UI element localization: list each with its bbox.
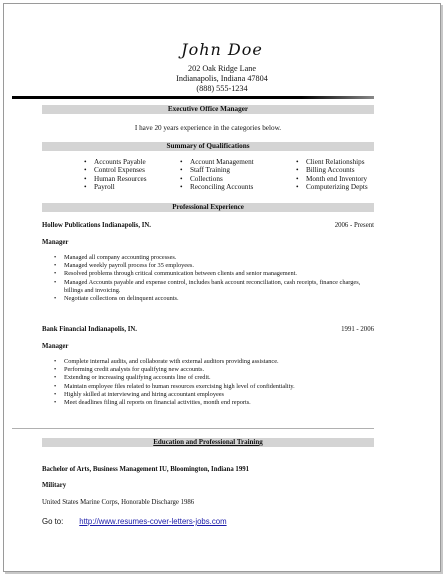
education-heading bbox=[42, 438, 374, 447]
header-divider bbox=[12, 96, 374, 99]
job-role: Manager bbox=[42, 239, 69, 246]
qualification-item: • Staff Training bbox=[180, 166, 254, 174]
job-duty: • Extending or increasing qualifying accounts line of credit. bbox=[54, 374, 374, 382]
objective-summary: I have 20 years experience in the categories below. bbox=[134, 124, 282, 132]
job-duties-list bbox=[54, 254, 374, 303]
qualification-item: • Collections bbox=[180, 175, 254, 183]
job-employer: Bank Financial Indianapolis, IN. bbox=[42, 326, 138, 333]
job-duty: • Performing credit analysts for qualifying new accounts. bbox=[54, 366, 374, 374]
qualification-item: • Payroll bbox=[84, 183, 147, 191]
website-link[interactable]: http://www.resumes-cover-letters-jobs.com bbox=[79, 517, 227, 526]
section-divider bbox=[12, 428, 374, 429]
qualification-item: • Billing Accounts bbox=[296, 166, 368, 174]
job-role: Manager bbox=[42, 343, 69, 350]
job-duty: • Resolved problems through critical communication between clients and senior management. bbox=[54, 270, 374, 278]
job-duties-list bbox=[54, 358, 374, 407]
military-label: Military bbox=[42, 482, 67, 489]
qualification-item: • Client Relationships bbox=[296, 158, 368, 166]
objective-title: Executive Office Manager bbox=[42, 105, 374, 114]
military-detail: United States Marine Corps, Honorable Discharge 1986 bbox=[42, 499, 195, 506]
qualification-item: • Accounts Payable bbox=[84, 158, 147, 166]
job-dates: 1991 - 2006 bbox=[341, 326, 374, 333]
footer-goto bbox=[42, 517, 227, 526]
address-line-2: Indianapolis, Indiana 47804 bbox=[176, 74, 268, 83]
job-duty: • Negotiate collections on delinquent accounts. bbox=[54, 295, 374, 303]
phone-number: (888) 555-1234 bbox=[196, 84, 248, 93]
qualification-item: • Account Management bbox=[180, 158, 254, 166]
resume-page bbox=[3, 3, 441, 572]
experience-heading: Professional Experience bbox=[42, 203, 374, 212]
qualifications-column-2 bbox=[180, 158, 254, 192]
job-duty: • Managed Accounts payable and expense control, includes bank account reconciliation, cash receipts, finance charges, billings and invoicing. bbox=[54, 279, 374, 295]
qualifications-column-1 bbox=[84, 158, 147, 192]
education-heading-text: Education and Professional Training bbox=[153, 438, 263, 446]
goto-label: Go to: bbox=[42, 517, 64, 526]
qualification-item: • Reconciling Accounts bbox=[180, 183, 254, 191]
job-employer: Hollow Publications Indianapolis, IN. bbox=[42, 222, 151, 229]
qualification-item: • Control Expenses bbox=[84, 166, 147, 174]
qualifications-heading: Summary of Qualifications bbox=[42, 142, 374, 151]
job-duty: • Managed all company accounting processes. bbox=[54, 254, 374, 262]
job-duty: • Maintain employee files related to human resources exercising high level of confidentiality. bbox=[54, 383, 374, 391]
qualification-item: • Month end Inventory bbox=[296, 175, 368, 183]
candidate-name: John Doe bbox=[181, 40, 263, 59]
job-duty: • Managed weekly payroll process for 35 employees. bbox=[54, 262, 374, 270]
job-duty: • Meet deadlines filing all reports on financial activities, month end reports. bbox=[54, 399, 374, 407]
education-degree: Bachelor of Arts, Business Management IU, Bloomington, Indiana 1991 bbox=[42, 466, 250, 473]
qualifications-column-3 bbox=[296, 158, 368, 192]
qualification-item: • Human Resources bbox=[84, 175, 147, 183]
job-duty: • Complete internal audits, and collaborate with external auditors providing assistance. bbox=[54, 358, 374, 366]
address-line-1: 202 Oak Ridge Lane bbox=[188, 64, 256, 73]
job-dates: 2006 - Present bbox=[334, 222, 374, 229]
job-duty: • Highly skilled at interviewing and hiring accountant employees bbox=[54, 391, 374, 399]
qualification-item: • Computerizing Depts bbox=[296, 183, 368, 191]
